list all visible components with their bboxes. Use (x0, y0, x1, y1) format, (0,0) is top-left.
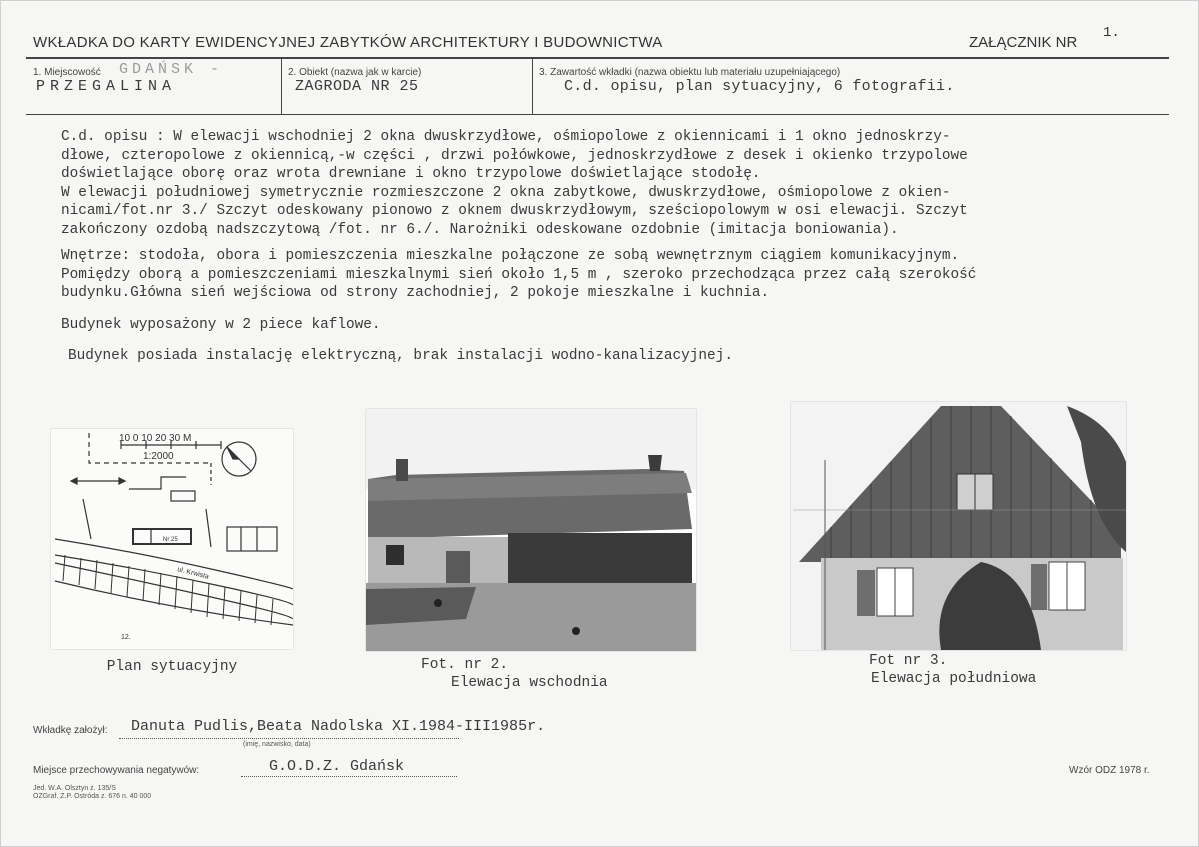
text-line: dłowe, czteropolowe z okiennicą,-w części , drzwi połówkowe, jednoskrzydłowe z desek i okienko trzypolowe (61, 147, 968, 164)
text-line: C.d. opisu : W elewacji wschodniej 2 okna dwuskrzydłowe, ośmiopolowe z okiennicami i 1 okno jednoskrzy- (61, 129, 951, 145)
photo2-caption-title: Elewacja wschodnia (451, 675, 608, 691)
plan-corner-mark: 12. (121, 634, 131, 641)
plan-caption: Plan sytuacyjny (106, 659, 238, 675)
negatives-value: G.O.D.Z. Gdańsk (269, 758, 405, 775)
site-plan-drawing (51, 429, 293, 649)
place-value-line2: PRZEGALINA (36, 78, 177, 95)
print-info-line2: OZGraf. Z.P. Ostróda z. 676 n. 40 000 (33, 793, 152, 800)
form-model: Wzór ODZ 1978 r. (1069, 765, 1150, 776)
document-title: WKŁADKA DO KARTY EWIDENCYJNEJ ZABYTKÓW ARCHITEKTURY I BUDOWNICTWA (33, 34, 663, 51)
text-line: nicami/fot.nr 3./ Szczyt odeskowany pionowo z oknem dwuskrzydłowym, sześciopolowym w osi elewacji. Szczyt (61, 203, 968, 219)
object-value: ZAGRODA NR 25 (295, 78, 419, 95)
plan-house-label: Nr 25 (163, 537, 178, 543)
header-rule-bottom (26, 114, 1169, 115)
negatives-dotted-line (241, 776, 457, 777)
interior-paragraph (61, 247, 976, 303)
field-divider-2 (532, 58, 533, 114)
photo-east-elevation (366, 409, 696, 651)
description-paragraph-1 (61, 128, 968, 239)
place-value-line1: GDAŃSK - (119, 61, 224, 78)
plan-scale-ticks: 10 0 10 20 30 M (119, 433, 192, 444)
photo3-caption-number: Fot nr 3. (869, 653, 948, 669)
place-label: 1. Miejscowość (33, 67, 101, 78)
text-line: Wnętrze: stodoła, obora i pomieszczenia mieszkalne połączone ze sobą wewnętrznym ciągiem komunikacyjnym. (61, 248, 960, 264)
created-by-label: Wkładkę założył: (33, 725, 108, 736)
plan-street-label: ul. Krwista (176, 566, 210, 581)
field-divider-1 (281, 58, 282, 114)
photo-south-elevation-image (791, 402, 1126, 650)
text-line: doświetlające oborę oraz wrota drewniane i okno trzypolowe doświetlające stodołę. (61, 166, 761, 182)
object-label: 2. Obiekt (nazwa jak w karcie) (288, 67, 422, 78)
text-line: budynku.Główna sień wejściowa od strony zachodniej, 2 pokoje mieszkalne i kuchnia. (61, 285, 770, 301)
content-label: 3. Zawartość wkładki (nazwa obiektu lub materiału uzupełniającego) (539, 67, 841, 78)
installations-paragraph: Budynek posiada instalację elektryczną, brak instalacji wodno-kanalizacyjnej. (68, 348, 733, 364)
attachment-number: 1. (1103, 25, 1120, 41)
stoves-paragraph: Budynek wyposażony w 2 piece kaflowe. (61, 317, 381, 333)
plan-scale: 1:2000 (143, 451, 174, 462)
text-line: Pomiędzy oborą a pomieszczeniami mieszkalnymi sień około 1,5 m , szeroko przechodząca przez całą szerokość (61, 266, 977, 283)
created-by-dotted-line (119, 738, 459, 739)
text-line: zakończony ozdobą nadszczytową /fot. nr 6./. Narożniki odeskowane ozdobnie (imitacja boniowania). (61, 221, 899, 238)
photo-east-elevation-image (366, 409, 696, 651)
header-rule-top (26, 57, 1169, 59)
photo3-caption-title: Elewacja południowa (871, 671, 1037, 687)
print-info-line1: Jed. W.A. Olsztyn z. 135/S (33, 785, 116, 792)
content-value: C.d. opisu, plan sytuacyjny, 6 fotografii. (564, 78, 955, 95)
photo-south-elevation (791, 402, 1126, 650)
created-by-hint: (imię, nazwisko, data) (243, 741, 311, 748)
attachment-label: ZAŁĄCZNIK NR (969, 34, 1078, 51)
negatives-label: Miejsce przechowywania negatywów: (33, 765, 200, 776)
photo2-caption-number: Fot. nr 2. (421, 657, 509, 673)
text-line: W elewacji południowej symetrycznie rozmieszczone 2 okna zabytkowe, dwuskrzydłowe, ośmiopolowe z okien- (61, 184, 951, 201)
site-plan-sketch (51, 429, 293, 649)
created-by-value: Danuta Pudlis,Beata Nadolska XI.1984-III1985r. (131, 718, 546, 735)
